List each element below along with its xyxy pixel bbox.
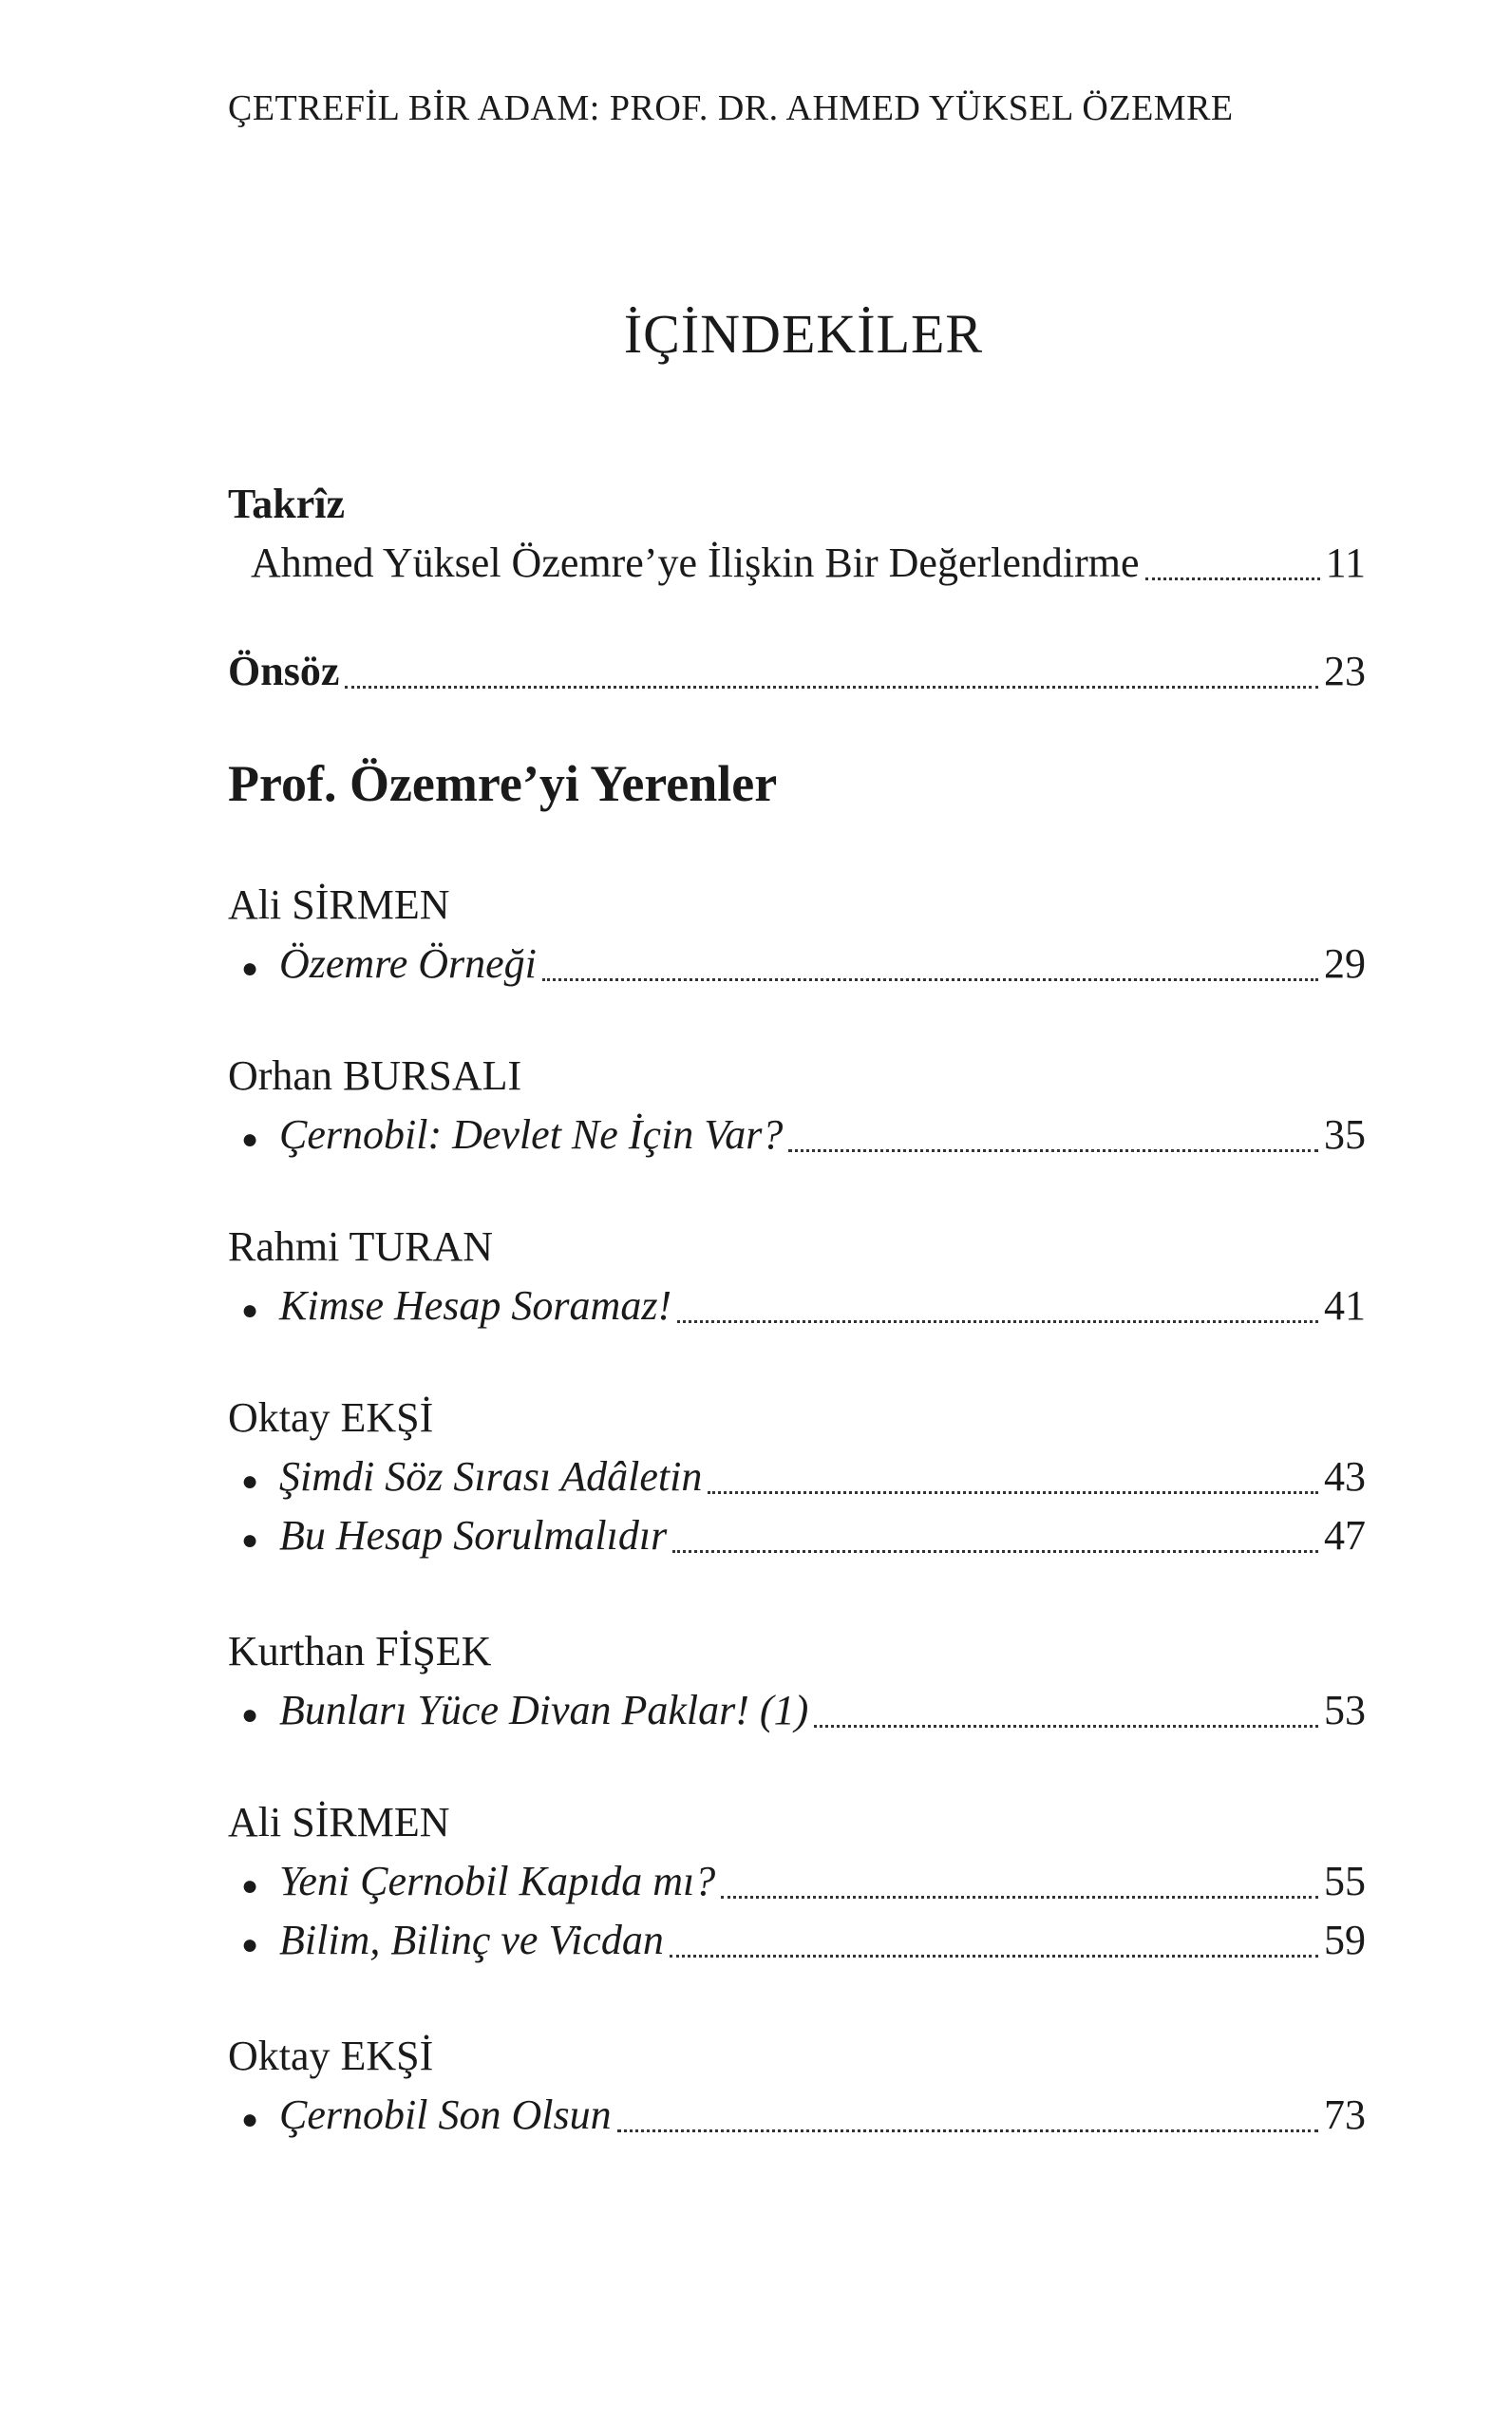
- dot-leader: [670, 1955, 1318, 1958]
- dot-leader: [672, 1550, 1318, 1553]
- entry-title: Bu Hesap Sorulmalıdır: [279, 1512, 668, 1559]
- toc-entry[interactable]: [228, 1911, 1366, 1970]
- page-number: 29: [1324, 940, 1366, 987]
- entry-title: Şimdi Söz Sırası Adâletin: [279, 1453, 703, 1500]
- page-number: 47: [1324, 1512, 1366, 1559]
- toc-entry[interactable]: [228, 1277, 1366, 1335]
- author-name: Orhan BURSALI: [228, 1052, 522, 1099]
- bullet-icon: ●: [241, 953, 259, 984]
- page-number: 55: [1324, 1858, 1366, 1904]
- bullet-icon: ●: [241, 1466, 259, 1497]
- entry-title: Ahmed Yüksel Özemre’ye İlişkin Bir Değerlendirme: [251, 539, 1140, 586]
- author-group: [228, 1793, 1366, 1970]
- toc-title: İÇİNDEKİLER: [623, 303, 984, 365]
- toc-entry[interactable]: [228, 1681, 1366, 1740]
- dot-leader: [617, 2129, 1318, 2132]
- page-number: 23: [1324, 648, 1366, 694]
- toc-entry[interactable]: [228, 1106, 1366, 1164]
- bullet-icon: ●: [241, 1124, 259, 1155]
- author-group: [228, 2027, 1366, 2145]
- entry-title: Bilim, Bilinç ve Vicdan: [279, 1917, 664, 1963]
- dot-leader: [677, 1320, 1318, 1323]
- toc-entry[interactable]: [228, 1506, 1366, 1565]
- takriz-label: Takrîz: [228, 481, 346, 527]
- author-name: Ali SİRMEN: [228, 1799, 450, 1845]
- section-heading: Prof. Özemre’yi Yerenler: [228, 755, 778, 812]
- author-group: [228, 1622, 1366, 1740]
- entry-title: Özemre Örneği: [279, 940, 537, 987]
- dot-leader: [708, 1491, 1318, 1494]
- bullet-icon: ●: [241, 1524, 259, 1556]
- author-group: [228, 876, 1366, 993]
- toc-entry[interactable]: [228, 534, 1366, 593]
- entry-title: Yeni Çernobil Kapıda mı?: [279, 1858, 716, 1904]
- page-number: 35: [1324, 1111, 1366, 1158]
- running-head: ÇETREFİL BİR ADAM: PROF. DR. AHMED YÜKSEL ÖZEMRE: [228, 88, 1234, 128]
- toc-takriz: [228, 475, 1366, 593]
- author-name: Kurthan FİŞEK: [228, 1628, 492, 1675]
- entry-title: Kimse Hesap Soramaz!: [279, 1282, 672, 1329]
- toc-onsoz[interactable]: [228, 642, 1366, 701]
- author-name: Oktay EKŞİ: [228, 1394, 434, 1441]
- onsoz-label: Önsöz: [228, 648, 340, 694]
- dot-leader: [345, 686, 1318, 689]
- author-group: [228, 1389, 1366, 1565]
- bullet-icon: ●: [241, 1870, 259, 1902]
- page-number: 73: [1324, 2091, 1366, 2138]
- author-name: Ali SİRMEN: [228, 881, 450, 928]
- author-name: Oktay EKŞİ: [228, 2033, 434, 2079]
- toc-entry[interactable]: [228, 1852, 1366, 1911]
- author-name: Rahmi TURAN: [228, 1223, 494, 1270]
- bullet-icon: ●: [241, 1929, 259, 1960]
- page-number: 53: [1324, 1687, 1366, 1733]
- dot-leader: [542, 978, 1318, 981]
- dot-leader: [721, 1896, 1318, 1899]
- bullet-icon: ●: [241, 1699, 259, 1731]
- toc-entry[interactable]: [228, 1448, 1366, 1506]
- page-number: 43: [1324, 1453, 1366, 1500]
- page-number: 11: [1325, 539, 1366, 586]
- toc-entry[interactable]: [228, 935, 1366, 993]
- entry-title: Bunları Yüce Divan Paklar! (1): [279, 1687, 809, 1733]
- page-number: 41: [1324, 1282, 1366, 1329]
- dot-leader: [814, 1725, 1318, 1728]
- dot-leader: [1145, 577, 1320, 580]
- bullet-icon: ●: [241, 2104, 259, 2135]
- page-number: 59: [1324, 1917, 1366, 1963]
- toc-entry[interactable]: [228, 2086, 1366, 2145]
- dot-leader: [788, 1149, 1318, 1152]
- author-group: [228, 1218, 1366, 1335]
- entry-title: Çernobil Son Olsun: [279, 2091, 612, 2138]
- bullet-icon: ●: [241, 1295, 259, 1326]
- entry-title: Çernobil: Devlet Ne İçin Var?: [279, 1111, 784, 1158]
- author-group: [228, 1047, 1366, 1164]
